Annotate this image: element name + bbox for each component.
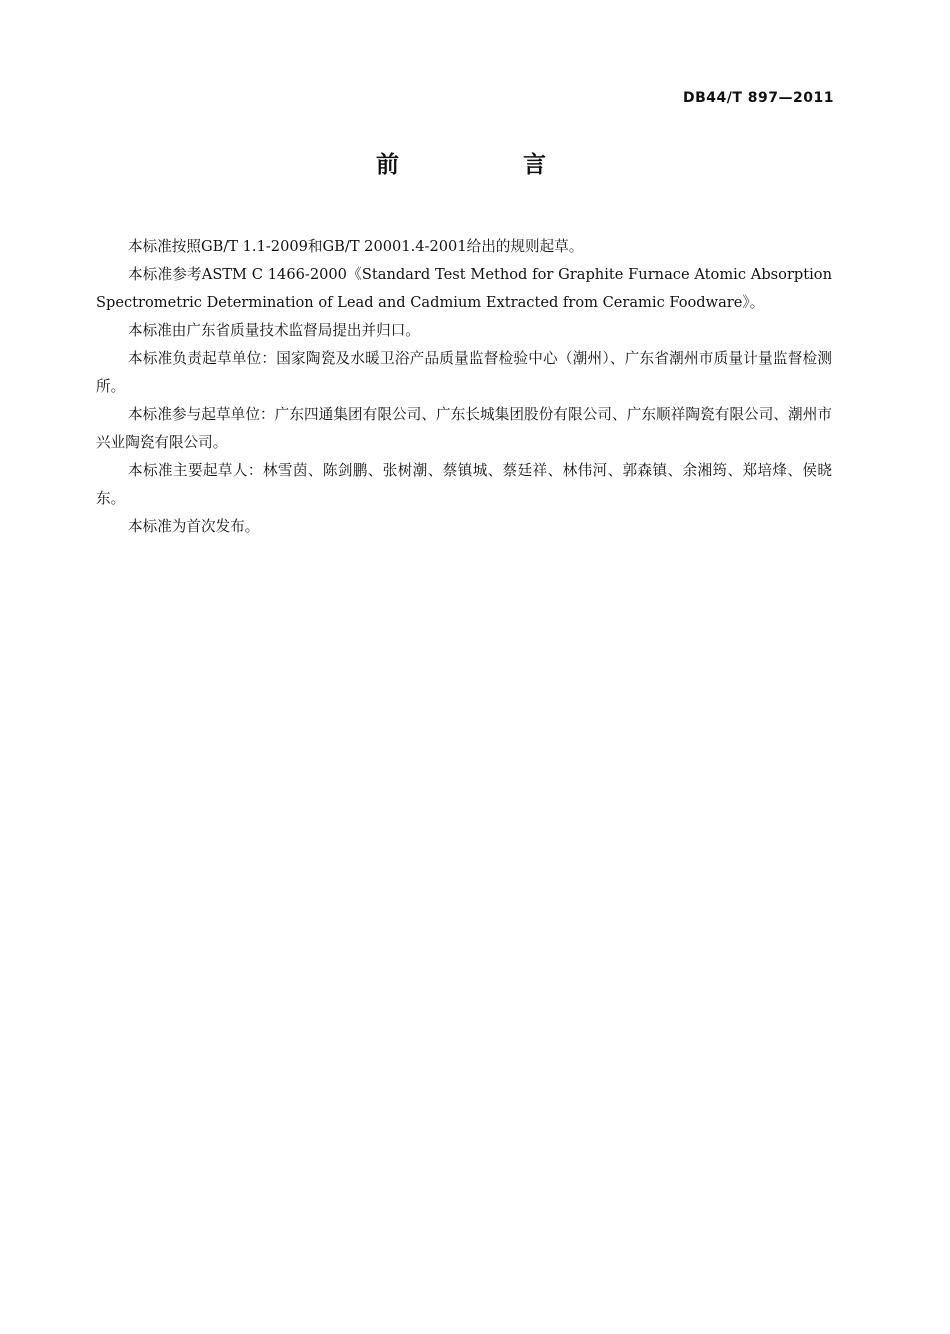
paragraph-drafting-rules: 本标准按照GB/T 1.1-2009和GB/T 20001.4-2001给出的规则起草。 xyxy=(128,238,584,255)
paragraph-responsible-drafters: 本标准负责起草单位：国家陶瓷及水暖卫浴产品质量监督检验中心（潮州）、广东省潮州市质量计量监督检测所。 xyxy=(96,350,832,395)
paragraph-main-drafters: 本标准主要起草人：林雪茵、陈剑鹏、张树潮、蔡镇城、蔡廷祥、林伟河、郭森镇、余湘筠、郑培烽、侯晓东。 xyxy=(96,462,832,507)
paragraph-proposer: 本标准由广东省质量技术监督局提出并归口。 xyxy=(128,322,420,339)
paragraph-reference-standard: 本标准参考ASTM C 1466-2000《Standard Test Method for Graphite Furnace Atomic Absorption Spectrometric Determination of Lead and Cadmium Extracted from Ceramic Foodware》。 xyxy=(96,266,832,311)
paragraph-first-release: 本标准为首次发布。 xyxy=(128,518,260,535)
page-title: 前 言 xyxy=(375,152,604,178)
document-code: DB44/T 897—2011 xyxy=(683,90,834,106)
paragraph-participating-drafters: 本标准参与起草单位：广东四通集团有限公司、广东长城集团股份有限公司、广东顺祥陶瓷有限公司、潮州市兴业陶瓷有限公司。 xyxy=(96,406,832,451)
foreword-body xyxy=(96,233,832,541)
